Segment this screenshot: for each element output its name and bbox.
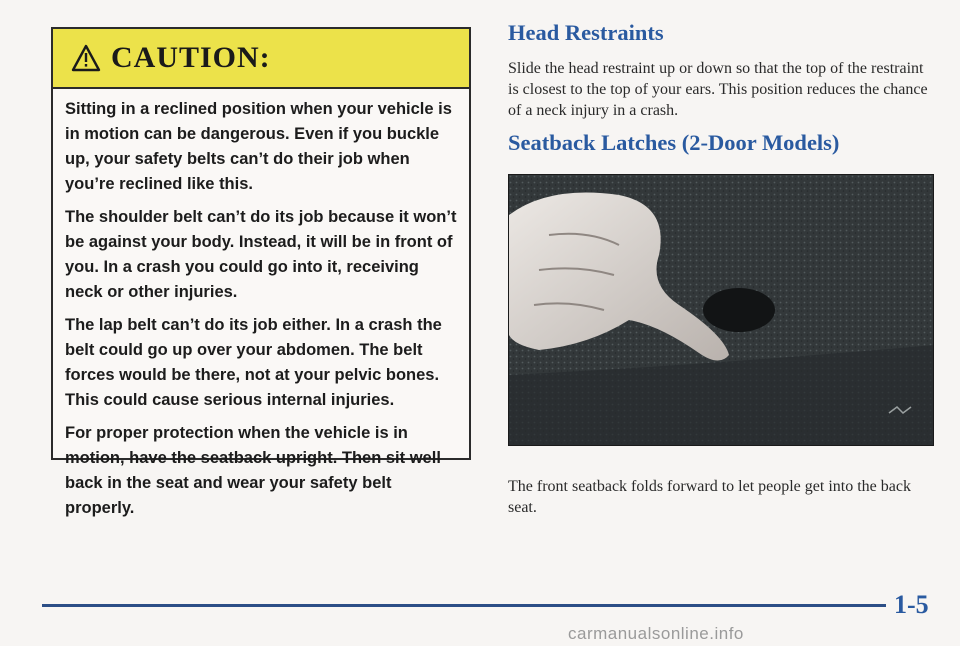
seatback-latch-illustration <box>509 175 934 446</box>
head-restraints-heading: Head Restraints <box>508 20 664 45</box>
head-restraints-text: Slide the head restraint up or down so that the top of the restraint is closest to the top of your ears. This position reduces the chance of a neck injury in a crash. <box>508 60 928 119</box>
caution-body <box>53 89 469 521</box>
seatback-latches-text: The front seatback folds forward to let people get into the back seat. <box>508 478 911 516</box>
caution-box <box>51 27 471 517</box>
caution-paragraph: Sitting in a reclined position when your vehicle is in motion can be dangerous. Even if you buckle up, your safety belts can’t do their job when you’re reclined like this. <box>65 100 452 193</box>
caution-header <box>53 29 469 89</box>
caution-paragraph: The shoulder belt can’t do its job because it won’t be against your body. Instead, it will be in front of you. In a crash you could go into it, receiving neck or other injuries. <box>65 208 457 301</box>
seatback-latch-photo <box>508 174 934 446</box>
caution-paragraph: For proper protection when the vehicle is in motion, have the seatback upright. Then sit well back in the seat and wear your safety belt properly. <box>65 424 441 517</box>
page-number: 1-5 <box>894 590 929 619</box>
caution-paragraph: The lap belt can’t do its job either. In a crash the belt could go up over your abdomen. The belt forces would be there, not at your pelvic bones. This could cause serious internal injuries. <box>65 316 442 409</box>
watermark: carmanualsonline.info <box>568 624 744 643</box>
warning-triangle-icon <box>71 44 101 72</box>
footer-rule <box>42 604 886 607</box>
caution-title: CAUTION: <box>111 41 271 74</box>
seatback-latches-heading: Seatback Latches (2-Door Models) <box>508 130 840 155</box>
